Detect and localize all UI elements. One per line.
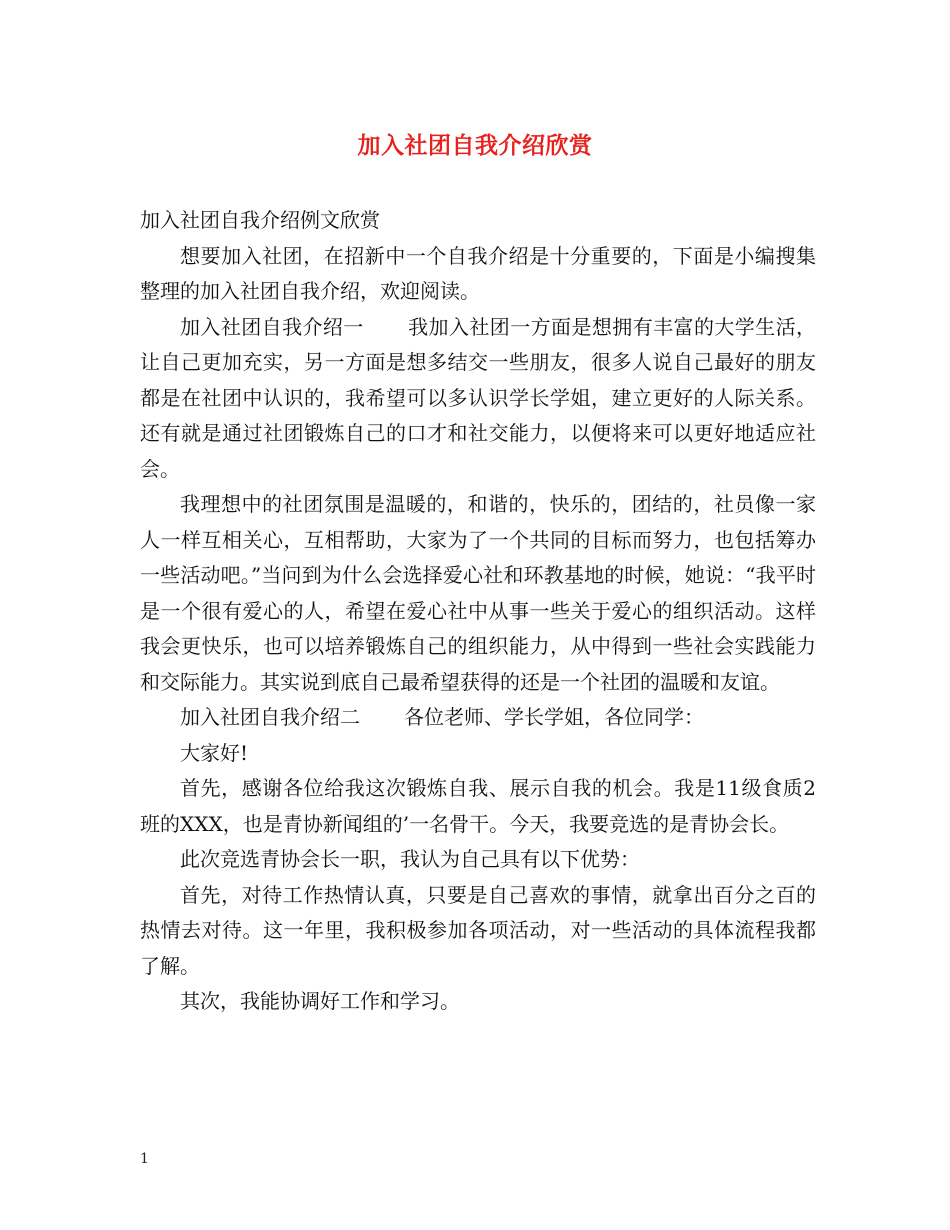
section1-text: 我加入社团一方面是想拥有丰富的大学生活，让自己更加充实，另一方面是想多结交一些朋友，很多人说自己最好的朋友都是在社团中认识的，我希望可以多认识学长学姐，建立更好的人际关系。还有就是通过社团锻炼自己的口才和社交能力，以便将来可以更好地适应社会。	[140, 314, 817, 481]
section2-greeting: 各位老师、学长学姐，各位同学：	[404, 705, 704, 729]
section2-paragraph-3: 此次竞选青协会长一职，我认为自己具有以下优势：	[180, 847, 640, 871]
section1-paragraph	[140, 310, 816, 488]
document-body	[140, 203, 816, 1020]
page-number: 1	[140, 1151, 149, 1167]
subtitle: 加入社团自我介绍例文欣赏	[140, 208, 380, 232]
section2-heading: 加入社团自我介绍二	[180, 705, 360, 729]
section1-paragraph-2: 我理想中的社团氛围是温暖的，和谐的，快乐的，团结的，社员像一家人一样互相关心，互相帮助，大家为了一个共同的目标而努力，也包括筹办一些活动吧。”当问到为什么会选择爱心社和环教基地的时候，她说：“我平时是一个很有爱心的人，希望在爱心社中从事一些关于爱心的组织活动。这样我会更快乐，也可以培养锻炼自己的组织能力，从中得到一些社会实践能力和交际能力。其实说到底自己最希望获得的还是一个社团的温暖和友谊。	[140, 492, 816, 694]
intro-paragraph: 想要加入社团，在招新中一个自我介绍是十分重要的，下面是小编搜集整理的加入社团自我介绍，欢迎阅读。	[140, 243, 816, 303]
section2-paragraph-2: 首先，感谢各位给我这次锻炼自我、展示自我的机会。我是11级食质2班的XXX，也是青协新闻组的’一名骨干。今天，我要竞选的是青协会长。	[140, 776, 816, 836]
section2-paragraph	[140, 700, 816, 736]
section2-paragraph-4: 首先，对待工作热情认真，只要是自己喜欢的事情，就拿出百分之百的热情去对待。这一年里，我积极参加各项活动，对一些活动的具体流程我都了解。	[140, 882, 816, 978]
section2-paragraph-5: 其次，我能协调好工作和学习。	[180, 989, 460, 1013]
section1-heading: 加入社团自我介绍一	[180, 314, 364, 339]
page-title: 加入社团自我介绍欣赏	[357, 132, 593, 159]
section2-paragraph-1: 大家好!	[180, 740, 249, 765]
